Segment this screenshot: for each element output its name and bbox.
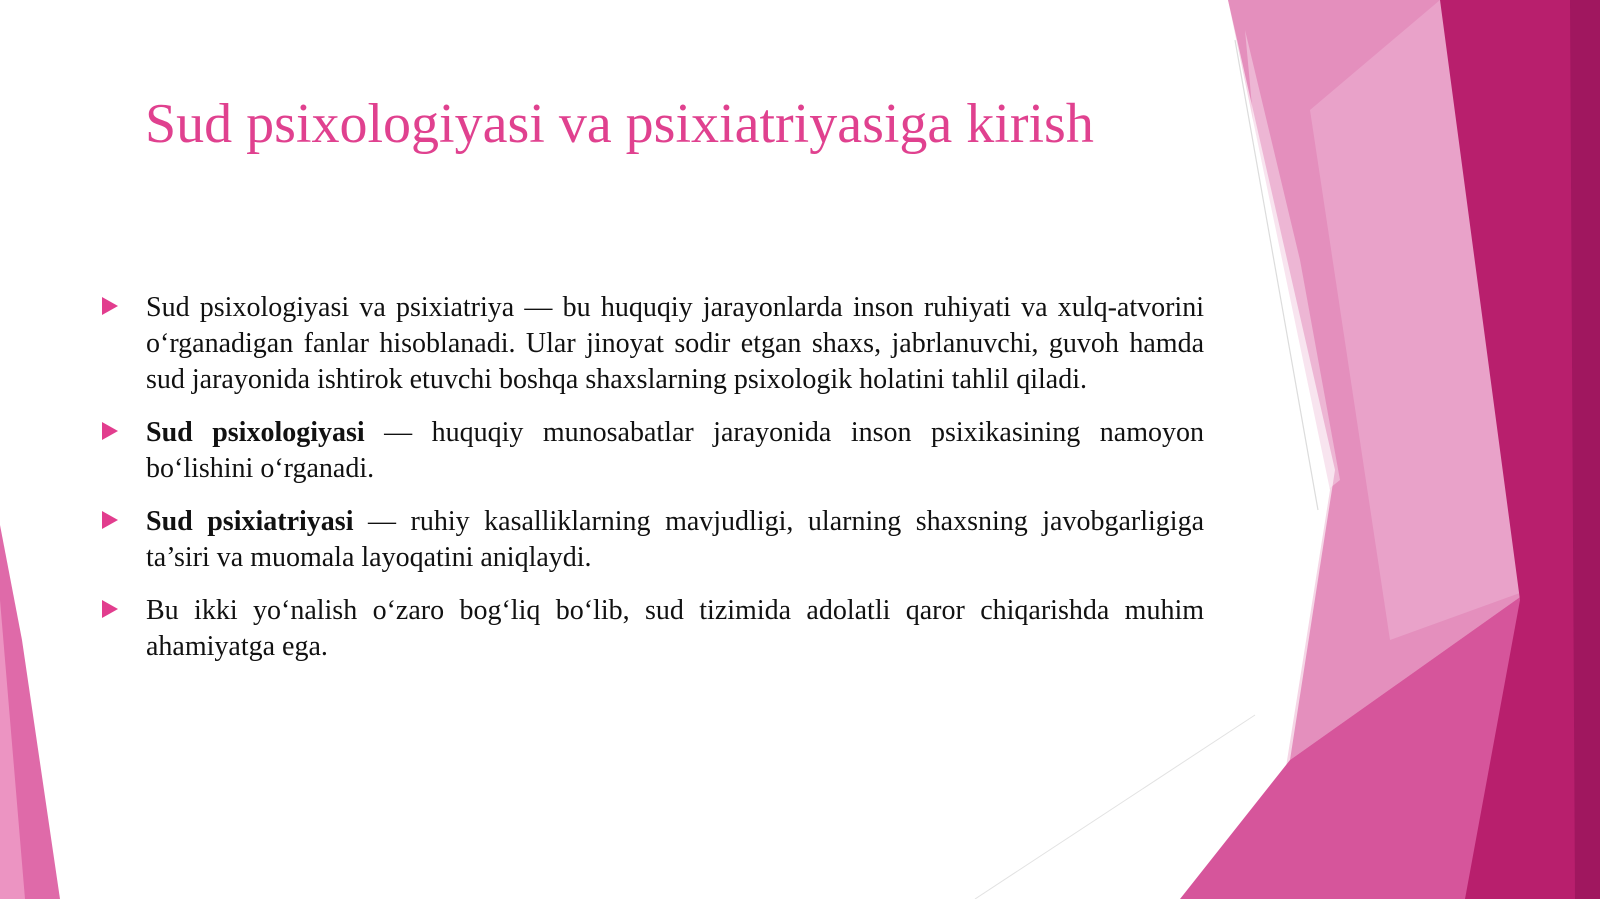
bullet-text: — ruhiy kasalliklarning mavjudligi, ularning shaxsning javobgarligiga ta’siri va muomala layoqatini aniqlaydi. [146,506,1204,573]
triangle-right-icon [102,600,118,618]
list-item [100,593,1204,665]
bullet-text: Sud psixologiyasi va psixiatriya — bu huquqiy jarayonlarda inson ruhiyati va xulq-atvorini o‘rganadigan fanlar hisoblanadi. Ular jinoyat sodir etgan shaxs, jabrlanuvchi, guvoh hamda sud jarayonida ishtirok etuvchi boshqa shaxslarning psixologik holatini tahlil qiladi. [146,292,1204,395]
triangle-right-icon [102,422,118,440]
bullet-text: Bu ikki yo‘nalish o‘zaro bog‘liq bo‘lib, sud tizimida adolatli qaror chiqarishda muhim ahamiyatga ega. [146,595,1204,662]
triangle-right-icon [102,511,118,529]
list-item [100,415,1204,487]
bullet-list [100,290,1204,682]
bullet-term: Sud psixologiyasi [146,417,365,448]
slide-title: Sud psixologiyasi va psixiatriyasiga kirish [145,93,1094,155]
bullet-text: — huquqiy munosabatlar jarayonida inson psixikasining namoyon bo‘lishini o‘rganadi. [146,417,1204,484]
right-facet-darkest [1570,0,1600,899]
triangle-right-icon [102,297,118,315]
list-item [100,290,1204,398]
bullet-term: Sud psixiatriyasi [146,506,354,537]
list-item [100,504,1204,576]
